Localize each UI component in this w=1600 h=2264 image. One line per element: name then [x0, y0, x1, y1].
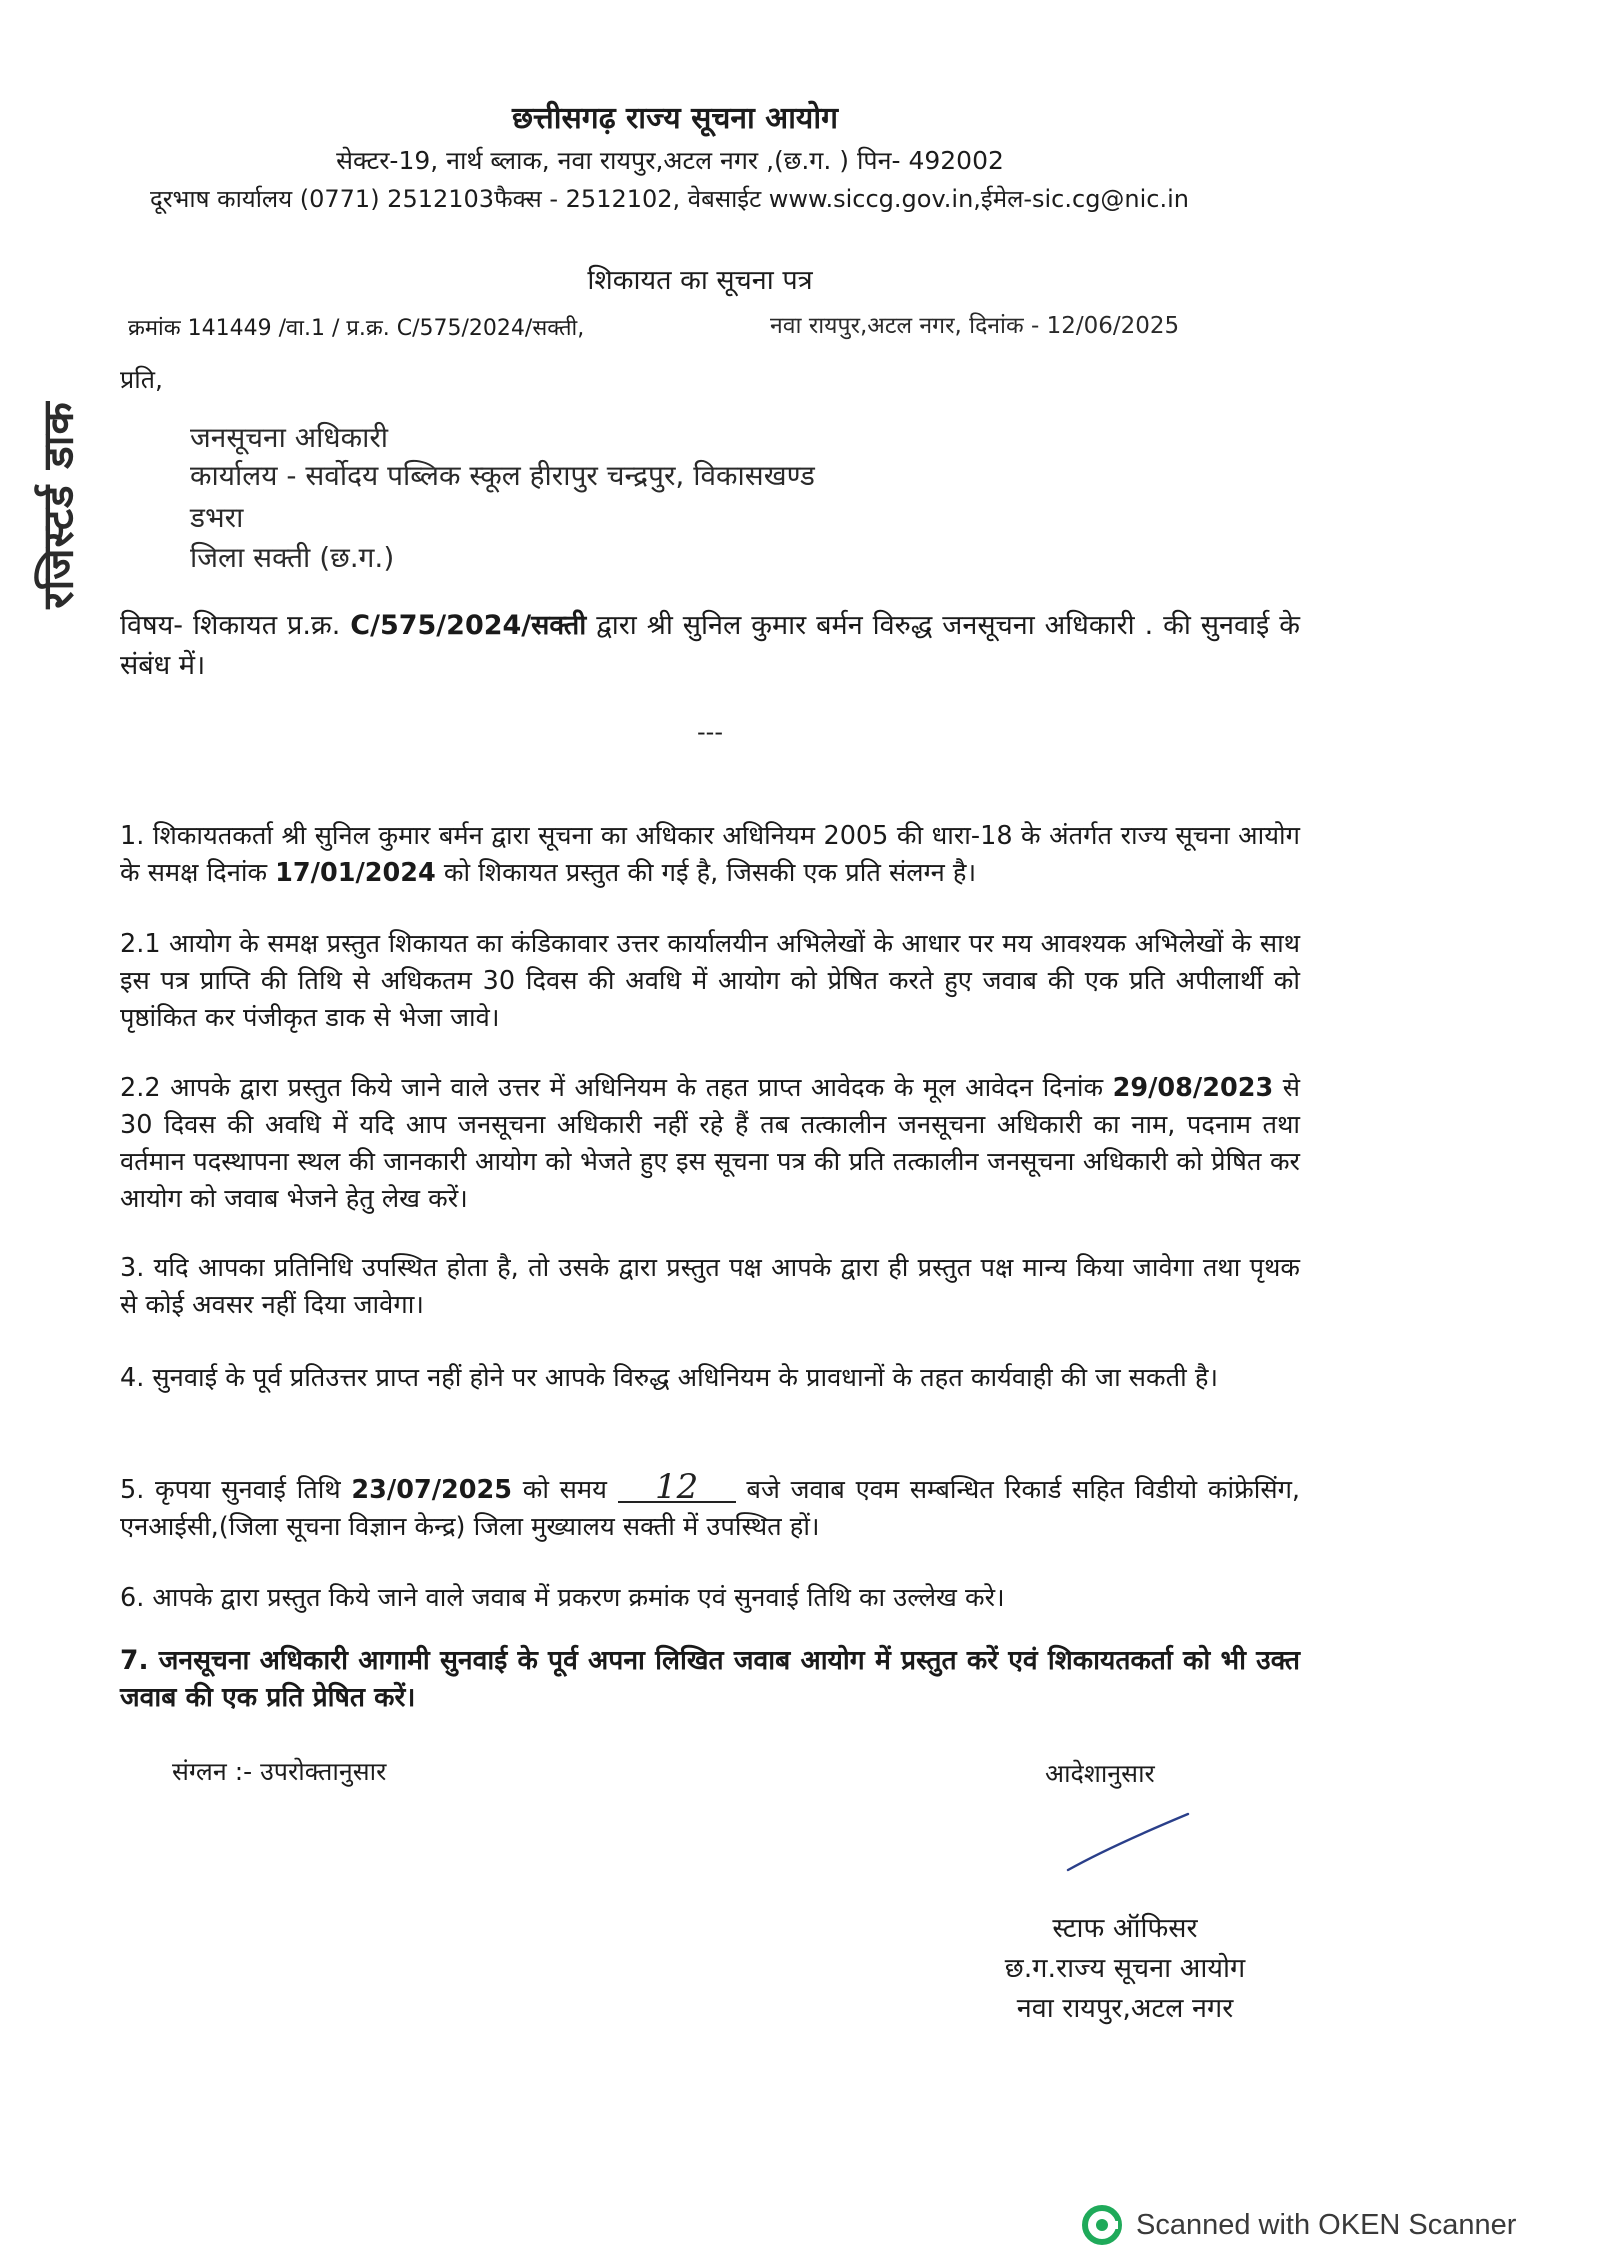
to-label: प्रति,	[120, 365, 163, 394]
addressee-line-3: डभरा	[190, 501, 244, 534]
p5-text-a: 5. कृपया सुनवाई तिथि	[120, 1475, 341, 1505]
paragraph-5	[120, 1467, 1301, 1546]
registered-post-stamp	[22, 380, 92, 630]
enclosure: संग्लन :- उपरोक्तानुसार	[172, 1757, 387, 1786]
paragraph-4: 4. सुनवाई के पूर्व प्रतिउत्तर प्राप्त नहीं होने पर आपके विरुद्ध अधिनियम के प्रावधानों के तहत कार्यवाही की जा सकती है।	[120, 1363, 1219, 1393]
p22-date: 29/08/2023	[1112, 1073, 1274, 1103]
p1-text-b: को शिकायत प्रस्तुत की गई है, जिसकी एक प्रति संलग्न है।	[443, 858, 977, 888]
subject-rest: द्वारा श्री सुनिल कुमार बर्मन विरुद्ध जनसूचना अधिकारी . की सुनवाई के संबंध में।	[120, 610, 1300, 681]
org-contact: दूरभाष कार्यालय (0771) 2512103फैक्स - 2512102, वेबसाईट www.siccg.gov.in,ईमेल-sic.cg@nic.in	[150, 185, 1190, 213]
addressee-line-4: जिला सक्ती (छ.ग.)	[190, 541, 395, 574]
addressee-line-2: कार्यालय - सर्वोदय पब्लिक स्कूल हीरापुर चन्द्रपुर, विकासखण्ड	[190, 459, 815, 492]
p1-date: 17/01/2024	[275, 858, 436, 888]
signatory-place: नवा रायपुर,अटल नगर	[1016, 1993, 1234, 2024]
subject-case-no: C/575/2024/सक्ती	[350, 610, 587, 641]
p5-text-c: बजे जवाब एवम सम्बन्धित रिकार्ड सहित विडीयो कांफ्रेसिंग, एनआईसी,(जिला सूचना विज्ञान केन्द्र) जिला मुख्यालय सक्ती में उपस्थित हों।	[120, 1475, 1301, 1542]
reference-number: क्रमांक 141449 /वा.1 / प्र.क्र. C/575/2024/सक्ती,	[128, 316, 585, 341]
paragraph-1	[120, 818, 1300, 892]
place-date: नवा रायपुर,अटल नगर, दिनांक - 12/06/2025	[770, 313, 1180, 339]
scanner-text: Scanned with OKEN Scanner	[1136, 2208, 1517, 2241]
signatory-office: छ.ग.राज्य सूचना आयोग	[1004, 1953, 1246, 1984]
p1-text-a: 1. शिकायतकर्ता श्री सुनिल कुमार बर्मन द्वारा सूचना का अधिकार अधिनियम 2005 की धारा-18 के अंतर्गत राज्य सूचना आयोग के समक्ष दिनांक	[120, 821, 1300, 888]
p5-hearing-date: 23/07/2025	[351, 1475, 512, 1505]
org-address: सेक्टर-19, नार्थ ब्लाक, नवा रायपुर,अटल नगर ,(छ.ग. ) पिन- 492002	[336, 146, 1004, 175]
signatory-designation: स्टाफ ऑफिसर	[1052, 1913, 1198, 1944]
notice-title: शिकायत का सूचना पत्र	[587, 265, 813, 296]
paragraph-2-2	[120, 1070, 1300, 1218]
stamp-text: रजिस्टर्ड डाक	[33, 401, 83, 609]
paragraph-6: 6. आपके द्वारा प्रस्तुत किये जाने वाले जवाब में प्रकरण क्रमांक एवं सुनवाई तिथि का उल्लेख करे।	[120, 1583, 1005, 1613]
paragraph-7: 7. जनसूचना अधिकारी आगामी सुनवाई के पूर्व अपना लिखित जवाब आयोग में प्रस्तुत करें एवं शिकायतकर्ता को भी उक्त जवाब की एक प्रति प्रेषित करें।	[120, 1645, 1300, 1713]
p5-text-b: को समय	[522, 1475, 607, 1505]
by-order: आदेशानुसार	[1045, 1759, 1155, 1788]
signature	[1060, 1808, 1200, 1878]
subject-prefix: विषय- शिकायत प्र.क्र.	[120, 610, 341, 641]
org-name: छत्तीसगढ़ राज्य सूचना आयोग	[512, 101, 838, 136]
paragraph-2-1: 2.1 आयोग के समक्ष प्रस्तुत शिकायत का कंडिकावार उत्तर कार्यालयीन अभिलेखों के आधार पर मय आवश्यक अभिलेखों के साथ इस पत्र प्राप्ति की तिथि से अधिकतम 30 दिवस की अवधि में आयोग को प्रेषित करते हुए जवाब की एक प्रति अपीलार्थी को पृष्ठांकित कर पंजीकृत डाक से भेजा जावे।	[120, 929, 1300, 1033]
separator: ---	[697, 718, 723, 746]
p5-handwritten-time: 12	[618, 1473, 736, 1503]
subject	[120, 606, 1300, 686]
paragraph-3: 3. यदि आपका प्रतिनिधि उपस्थित होता है, तो उसके द्वारा प्रस्तुत पक्ष आपके द्वारा ही प्रस्तुत पक्ष मान्य किया जावेगा तथा पृथक से कोई अवसर नहीं दिया जावेगा।	[120, 1253, 1300, 1320]
p22-text-b: से 30 दिवस की अवधि में यदि आप जनसूचना अधिकारी नहीं रहे हैं तब तत्कालीन जनसूचना अधिकारी का नाम, पदनाम तथा वर्तमान पदस्थापना स्थल की जानकारी आयोग को भेजते हुए इस सूचना पत्र की प्रति तत्कालीन जनसूचना अधिकारी को प्रेषित कर आयोग को जवाब भेजने हेतु लेख करें।	[120, 1073, 1301, 1214]
scanner-logo-icon	[1082, 2205, 1122, 2245]
addressee-line-1: जनसूचना अधिकारी	[190, 421, 389, 454]
p22-text-a: 2.2 आपके द्वारा प्रस्तुत किये जाने वाले उत्तर में अधिनियम के तहत प्राप्त आवेदक के मूल आवेदन दिनांक	[120, 1073, 1104, 1103]
scanner-watermark	[1082, 2206, 1516, 2244]
